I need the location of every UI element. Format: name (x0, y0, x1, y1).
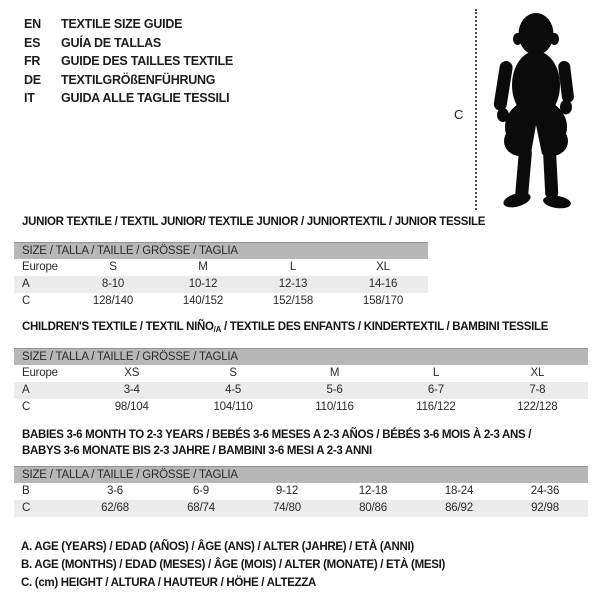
size-cell: 152/158 (272, 295, 314, 307)
row-cells (68, 259, 428, 276)
heading-segment: /A (213, 325, 222, 334)
section-heading-line (22, 319, 588, 336)
section-childrens-textile (14, 319, 588, 416)
size-cell: 18-24 (444, 485, 474, 497)
size-cell: S (229, 367, 237, 379)
row-label: B (22, 485, 30, 497)
language-code: DE (24, 72, 41, 87)
size-cell: 122/128 (517, 401, 558, 413)
size-cell: 9-12 (275, 485, 299, 497)
size-cell: XL (376, 261, 390, 273)
row-label: A (22, 278, 30, 290)
language-row (24, 71, 233, 90)
table-row (14, 399, 588, 416)
heading-segment: BABIES 3-6 MONTH TO 2-3 YEARS / BEBÉS 3-6 MESES A 2-3 AÑOS / BÉBÉS 3-6 MOIS À 2-3 ANS / (22, 429, 532, 441)
size-cell: 10-12 (188, 278, 218, 290)
language-title-block (24, 15, 233, 108)
heading-segment: CHILDREN'S TEXTILE / TEXTIL NIÑO (22, 321, 214, 333)
size-cell: 86/92 (445, 502, 473, 514)
language-row (24, 89, 233, 108)
table-row (14, 483, 588, 500)
row-cells (72, 500, 588, 517)
size-cell: 6-7 (427, 384, 444, 396)
size-cell: 104/110 (213, 401, 253, 413)
size-cell: 68/74 (187, 502, 215, 514)
toddler-silhouette-icon (485, 9, 587, 209)
row-cells (72, 483, 588, 500)
size-cell: 12-13 (278, 278, 308, 290)
table-header-bar: SIZE / TALLA / TAILLE / GRÖSSE / TAGLIA (14, 466, 588, 483)
heading-segment: JUNIOR TEXTILE / TEXTIL JUNIOR/ TEXTILE JUNIOR / JUNIORTEXTIL / JUNIOR TESSILE (22, 216, 486, 228)
language-title: TEXTILE SIZE GUIDE (61, 17, 183, 31)
toddler-figure (452, 8, 600, 212)
size-cell: M (198, 261, 208, 273)
language-row (24, 15, 233, 34)
size-cell: 3-6 (106, 485, 124, 497)
footnotes (21, 538, 445, 592)
row-cells (81, 365, 588, 382)
table-row (14, 365, 588, 382)
size-cell: M (329, 367, 340, 379)
size-cell: 92/98 (531, 502, 559, 514)
size-cell: 5-6 (326, 384, 343, 396)
height-measure-line (475, 9, 477, 210)
size-table (14, 466, 588, 517)
size-cell: 7-8 (529, 384, 546, 396)
size-cell: XL (530, 367, 545, 379)
size-cell: 128/140 (92, 295, 134, 307)
language-row (24, 34, 233, 53)
row-cells (81, 382, 588, 399)
size-cell: 12-18 (358, 485, 388, 497)
heading-segment: BABYS 3-6 MONATE BIS 2-3 JAHRE / BAMBINI 3-6 MESI A 2-3 ANNI (22, 445, 372, 457)
language-title: TEXTILGRÖßENFÜHRUNG (61, 72, 216, 87)
row-label: C (22, 401, 31, 413)
language-row (24, 52, 233, 71)
section-heading (22, 427, 588, 459)
size-cell: 80/86 (359, 502, 387, 514)
row-label: Europe (22, 367, 58, 379)
row-cells (81, 399, 588, 416)
table-row (14, 276, 428, 293)
size-cell: 8-10 (101, 278, 125, 290)
footnote-line: B. AGE (MONTHS) / EDAD (MESES) / ÂGE (MOIS) / ALTER (MONATE) / ETÀ (MESI) (21, 559, 446, 571)
table-header-bar: SIZE / TALLA / TAILLE / GRÖSSE / TAGLIA (14, 348, 588, 365)
size-cell: 116/122 (416, 401, 456, 413)
size-cell: L (289, 261, 297, 273)
size-cell: 3-4 (123, 384, 140, 396)
section-heading-line (22, 427, 588, 443)
language-title: GUIDE DES TAILLES TEXTILE (61, 54, 234, 68)
row-cells (68, 276, 428, 293)
size-cell: 24-36 (530, 485, 560, 497)
section-heading-line (22, 214, 486, 230)
size-cell: S (109, 261, 117, 273)
size-cell: 140/152 (182, 295, 224, 307)
size-cell: 62/68 (101, 502, 129, 514)
size-cell: XS (124, 367, 140, 379)
height-measure-label: C (454, 107, 464, 122)
size-cell: 6-9 (192, 485, 210, 497)
section-heading (22, 214, 486, 230)
footnote-line: A. AGE (YEARS) / EDAD (AÑOS) / ÂGE (ANS) / ALTER (JAHRE) / ETÀ (ANNI) (21, 541, 414, 553)
heading-segment: / TEXTILE DES ENFANTS / KINDERTEXTIL / BAMBINI TESSILE (221, 321, 549, 333)
language-code: EN (24, 17, 41, 31)
row-label: C (22, 295, 31, 307)
row-label: Europe (22, 261, 58, 273)
size-table (14, 348, 588, 416)
footnote-line: C. (cm) HEIGHT / ALTURA / HAUTEUR / HÖHE / ALTEZZA (21, 577, 317, 589)
size-cell: L (432, 367, 440, 379)
language-title: GUIDA ALLE TAGLIE TESSILI (61, 91, 230, 105)
size-cell: 98/104 (114, 401, 149, 413)
size-cell: 110/116 (315, 401, 354, 413)
size-cell: 158/170 (362, 295, 404, 307)
language-code: ES (24, 35, 41, 50)
section-heading-line (22, 443, 588, 459)
table-row (14, 382, 588, 399)
row-label: A (22, 384, 30, 396)
table-row (14, 259, 428, 276)
row-cells (68, 293, 428, 310)
language-code: IT (24, 91, 35, 105)
section-babies-textile (14, 427, 588, 517)
row-label: C (22, 502, 31, 514)
size-table (14, 242, 428, 310)
language-code: FR (24, 54, 41, 68)
size-cell: 4-5 (225, 384, 242, 396)
section-heading (22, 319, 588, 336)
table-row (14, 500, 588, 517)
language-title: GUÍA DE TALLAS (61, 35, 161, 50)
table-row (14, 293, 428, 310)
table-header-bar: SIZE / TALLA / TAILLE / GRÖSSE / TAGLIA (14, 242, 428, 259)
size-cell: 74/80 (273, 502, 301, 514)
section-junior-textile (14, 214, 486, 310)
size-cell: 14-16 (368, 278, 398, 290)
